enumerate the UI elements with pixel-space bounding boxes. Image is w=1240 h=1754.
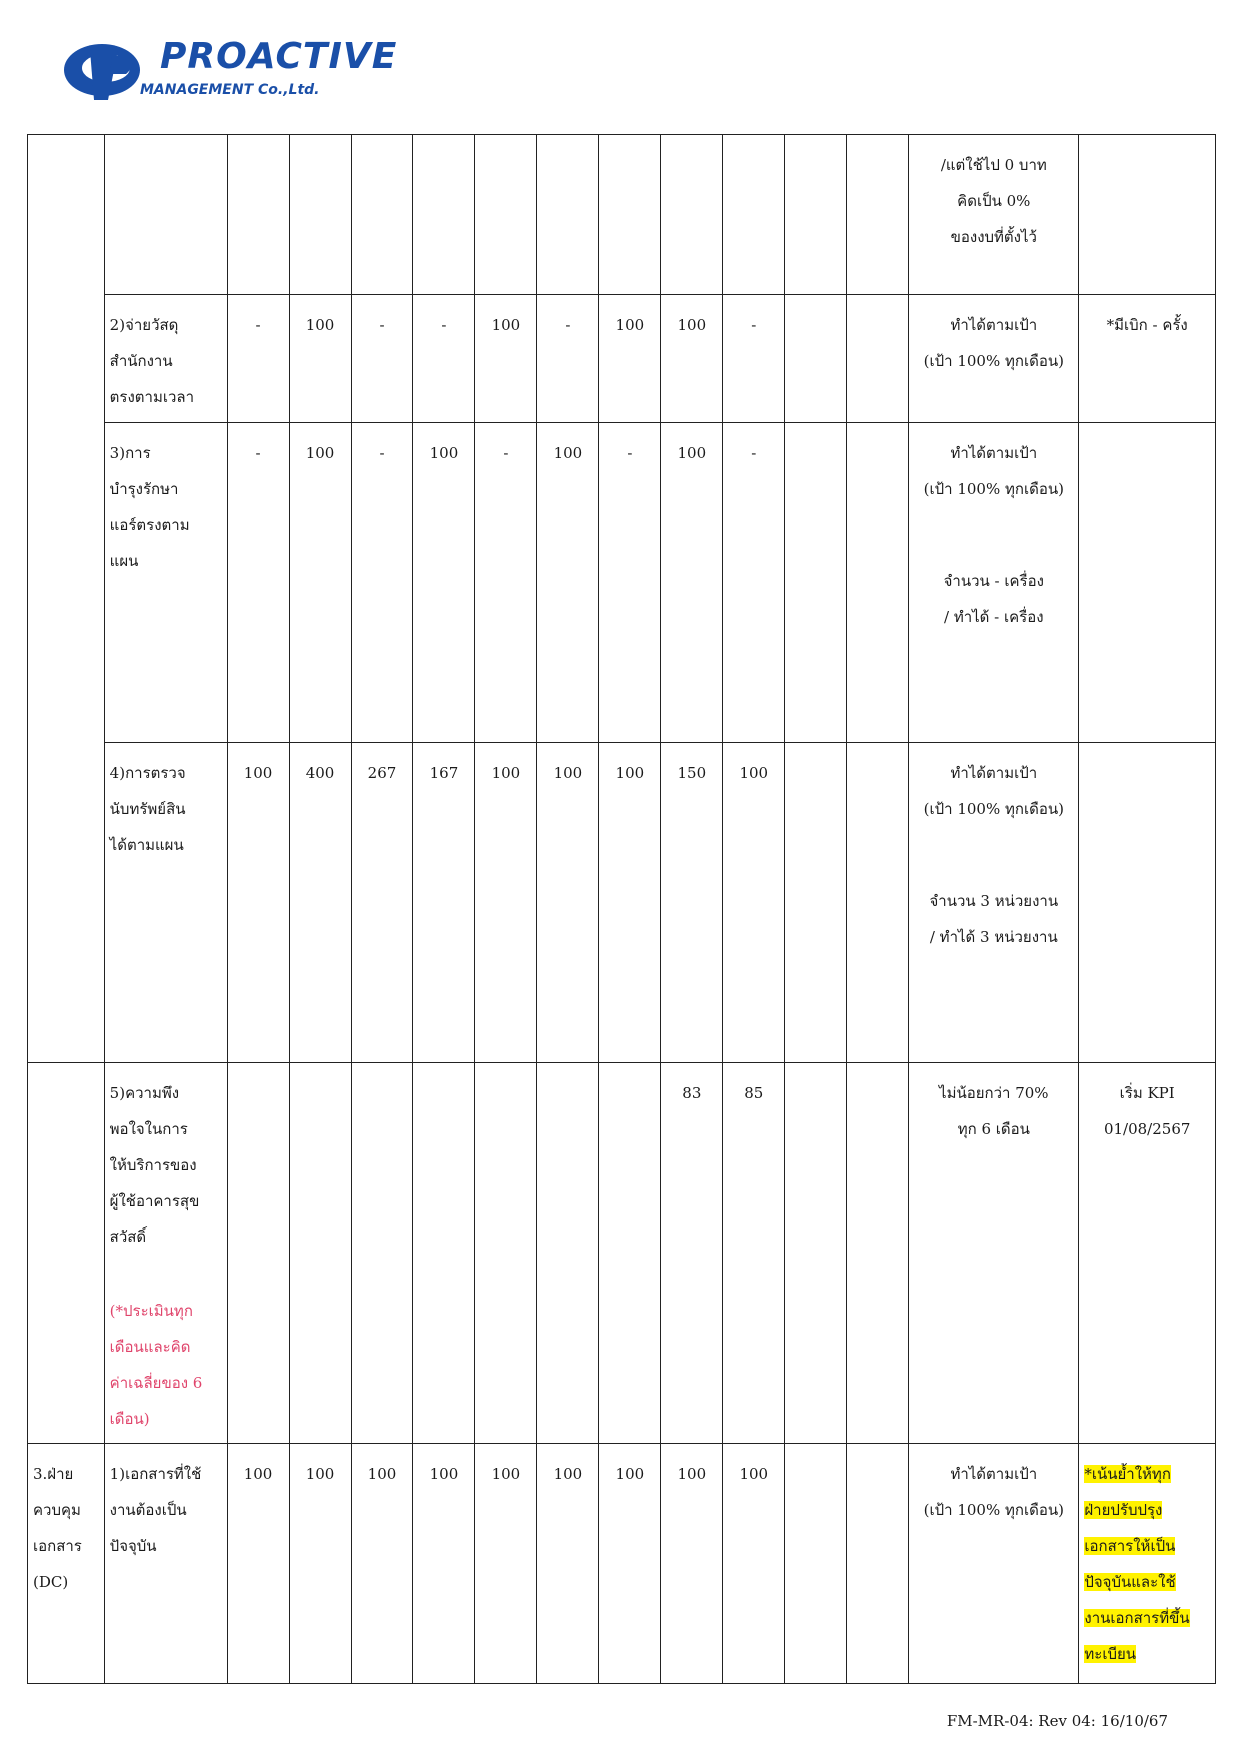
month-value-cell [475,135,537,295]
kpi-cell [104,1444,227,1684]
month-value-cell: 100 [475,1444,537,1684]
month-value-cell [351,135,413,295]
month-value-cell: 100 [351,1444,413,1684]
month-value-cell [413,135,475,295]
kpi-line: แอร์ตรงตาม [109,516,190,534]
result-line: ทำได้ตามเป้า [950,1465,1038,1483]
result-cell [909,135,1079,295]
month-value-cell: 167 [413,743,475,1063]
month-value-cell: - [351,295,413,423]
result-line: จำนวน 3 หน่วยงาน [929,892,1059,910]
kpi-line: งานต้องเป็น [109,1501,187,1519]
month-value-cell: 100 [413,1444,475,1684]
kpi-cell [104,295,227,423]
month-value-cell: 100 [537,743,599,1063]
company-name: PROACTIVE [160,36,398,77]
month-value-cell [847,295,909,423]
remark-cell [1079,1444,1216,1684]
month-value-cell [537,135,599,295]
month-value-cell [785,135,847,295]
month-value-cell [785,1063,847,1444]
month-value-cell: 100 [537,1444,599,1684]
result-line: คิดเป็น 0% [957,192,1031,210]
month-value-cell [537,1063,599,1444]
month-value-cell: 100 [599,743,661,1063]
month-value-cell: 150 [661,743,723,1063]
month-value-cell: 100 [723,743,785,1063]
table-row [28,423,1216,743]
month-value-cell: 100 [661,423,723,743]
kpi-table [27,134,1216,1684]
result-cell [909,1063,1079,1444]
month-value-cell: - [599,423,661,743]
remark-highlight-line: ฝ่ายปรับปรุง [1084,1501,1163,1519]
month-value-cell: - [723,295,785,423]
result-line: ทุก 6 เดือน [957,1120,1030,1138]
month-value-cell: 100 [289,295,351,423]
month-value-cell [847,1063,909,1444]
result-line: (เป้า 100% ทุกเดือน) [923,352,1064,370]
month-value-cell [847,423,909,743]
kpi-line: 4)การตรวจ [109,764,186,782]
kpi-line: ผู้ใช้อาคารสุข [109,1192,200,1210]
kpi-line: 5)ความพึง [109,1084,180,1102]
table-row [28,1063,1216,1444]
remark-highlight-line: เอกสารให้เป็น [1084,1537,1176,1555]
kpi-line: สวัสดิ์ [109,1228,147,1246]
month-value-cell: 83 [661,1063,723,1444]
kpi-line: 3)การ [109,444,151,462]
document-code: FM-MR-04: Rev 04: 16/10/67 [946,1712,1168,1730]
month-value-cell: - [475,423,537,743]
result-line: ของงบที่ตั้งไว้ [950,228,1037,246]
result-line: /แต่ใช้ไป 0 บาท [940,156,1047,174]
remark-cell: *มีเบิก - ครั้ง [1079,295,1216,423]
logo-swoosh-icon [60,30,160,110]
remark-cell [1079,743,1216,1063]
kpi-line: ให้บริการของ [109,1156,197,1174]
month-value-cell: - [227,295,289,423]
company-logo [60,30,398,110]
month-value-cell [227,1063,289,1444]
remark-cell [1079,423,1216,743]
remark-highlight-line: ปัจจุบันและใช้ [1084,1573,1176,1591]
result-line: ทำได้ตามเป้า [950,316,1038,334]
kpi-cell [104,423,227,743]
result-line [914,507,1073,563]
result-line: (เป้า 100% ทุกเดือน) [923,800,1064,818]
kpi-line: ได้ตามแผน [109,836,184,854]
month-value-cell [785,423,847,743]
month-value-cell [413,1063,475,1444]
month-value-cell [289,1063,351,1444]
kpi-line: บำรุงรักษา [109,480,179,498]
kpi-line: นับทรัพย์สิน [109,800,186,818]
month-value-cell: 100 [227,1444,289,1684]
result-line [914,827,1073,883]
month-value-cell: 100 [599,1444,661,1684]
company-subtitle: MANAGEMENT Co.,Ltd. [140,82,320,98]
kpi-note-line: เดือนและคิด [109,1338,191,1356]
month-value-cell: 100 [661,1444,723,1684]
result-cell [909,423,1079,743]
kpi-note-line: เดือน) [109,1410,150,1428]
month-value-cell: - [227,423,289,743]
table-row [28,295,1216,423]
month-value-cell: - [537,295,599,423]
kpi-line: ปัจจุบัน [109,1537,157,1555]
kpi-line: สำนักงาน [109,352,173,370]
month-value-cell: 100 [661,295,723,423]
month-value-cell: 267 [351,743,413,1063]
month-value-cell: 100 [475,743,537,1063]
result-cell [909,1444,1079,1684]
month-value-cell [785,295,847,423]
month-value-cell: 100 [475,295,537,423]
kpi-line: พอใจในการ [109,1120,188,1138]
kpi-cell [104,743,227,1063]
result-line: (เป้า 100% ทุกเดือน) [923,480,1064,498]
month-value-cell [227,135,289,295]
month-value-cell [785,1444,847,1684]
month-value-cell [599,1063,661,1444]
kpi-cell [104,1063,227,1444]
month-value-cell: 400 [289,743,351,1063]
result-line: ไม่น้อยกว่า 70% [939,1084,1049,1102]
kpi-line: 1)เอกสารที่ใช้ [109,1465,202,1483]
result-line: / ทำได้ - เครื่อง [944,608,1044,626]
month-value-cell: 100 [537,423,599,743]
month-value-cell: 100 [289,1444,351,1684]
month-value-cell [785,743,847,1063]
kpi-line: ตรงตามเวลา [109,388,195,406]
month-value-cell [475,1063,537,1444]
table-row [28,743,1216,1063]
result-line: ทำได้ตามเป้า [950,444,1038,462]
table-row [28,1444,1216,1684]
kpi-cell [104,135,227,295]
month-value-cell: 100 [227,743,289,1063]
month-value-cell [661,135,723,295]
month-value-cell: 100 [413,423,475,743]
kpi-line: แผน [109,552,139,570]
month-value-cell: - [413,295,475,423]
kpi-note-line: (*ประเมินทุก [109,1302,193,1320]
remark-highlight-line: ทะเบียน [1084,1645,1137,1663]
department-cell [28,743,105,1063]
month-value-cell [723,135,785,295]
department-cell: 3.ฝ่าย ควบคุม เอกสาร (DC) [28,1444,105,1684]
result-cell [909,295,1079,423]
department-cell [28,1063,105,1444]
result-cell [909,743,1079,1063]
month-value-cell: - [351,423,413,743]
result-line: / ทำได้ 3 หน่วยงาน [929,928,1058,946]
kpi-line: 2)จ่ายวัสดุ [109,316,179,334]
remark-highlight-line: งานเอกสารที่ขึ้น [1084,1609,1190,1627]
month-value-cell: 100 [723,1444,785,1684]
table-row [28,135,1216,295]
remark-highlight-line: *เน้นย้ำให้ทุก [1084,1465,1171,1483]
month-value-cell: 100 [599,295,661,423]
result-line: (เป้า 100% ทุกเดือน) [923,1501,1064,1519]
department-cell [28,135,105,295]
month-value-cell: 85 [723,1063,785,1444]
remark-cell [1079,135,1216,295]
month-value-cell [847,1444,909,1684]
kpi-note-line: ค่าเฉลี่ยของ 6 [109,1374,203,1392]
result-line: จำนวน - เครื่อง [943,572,1044,590]
month-value-cell [289,135,351,295]
remark-cell: เริ่ม KPI 01/08/2567 [1079,1063,1216,1444]
month-value-cell [847,743,909,1063]
department-cell [28,295,105,423]
department-cell [28,423,105,743]
month-value-cell [847,135,909,295]
month-value-cell [599,135,661,295]
result-line: ทำได้ตามเป้า [950,764,1038,782]
month-value-cell [351,1063,413,1444]
month-value-cell: 100 [289,423,351,743]
month-value-cell: - [723,423,785,743]
